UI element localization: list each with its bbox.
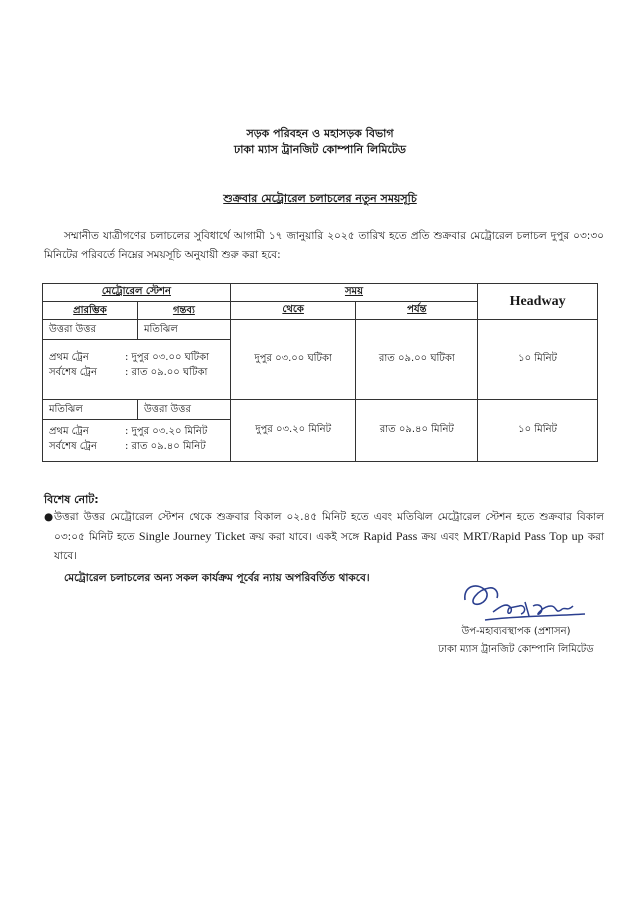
letterhead — [0, 126, 640, 158]
schedule-table — [42, 283, 598, 462]
destination-station: উত্তরা উত্তর — [144, 404, 191, 415]
ministry-name: সড়ক পরিবহন ও মহাসড়ক বিভাগ — [246, 127, 394, 140]
until-header: পর্যন্ত — [356, 302, 478, 320]
destination-station: মতিঝিল — [144, 324, 178, 335]
first-train-time: : দুপুর ০৩.০০ ঘটিকা — [125, 352, 210, 363]
headway-value: ১০ মিনিট — [478, 320, 598, 400]
closing-statement: মেট্রোরেল চলাচলের অন্য সকল কার্যক্রম পূর্বের ন্যায় অপরিবর্তিত থাকবে। — [64, 572, 370, 584]
last-train-label: সর্বশেষ ট্রেন — [49, 367, 97, 378]
station-subheader — [43, 302, 231, 320]
station-cell — [43, 320, 231, 400]
destination-header: গন্তব্য — [172, 305, 195, 316]
handwritten-signature — [455, 576, 590, 624]
headway-header: Headway — [478, 284, 598, 320]
first-train-label: প্রথম ট্রেন — [49, 426, 89, 437]
notice-title — [0, 190, 640, 209]
table-row — [43, 400, 598, 462]
special-note — [44, 508, 604, 566]
from-time: দুপুর ০৩.০০ ঘটিকা — [230, 320, 356, 400]
special-note-heading: বিশেষ নোট: — [44, 493, 99, 506]
special-note-text: উত্তরা উত্তর মেট্রোরেল স্টেশন থেকে শুক্রবার বিকাল ০২.৪৫ মিনিট হতে এবং মতিঝিল মেট্রোরেল স্টেশন হতে শুক্রবার বিকাল ০৩:০৫ মিনিট হতে Single Journey Ticket ক্রয় করা যাবে। একই সঙ্গে Rapid Pass ক্রয় এবং MRT/Rapid Pass Top up করা যাবে। — [54, 511, 604, 562]
signatory-company: ঢাকা ম্যাস ট্রানজিট কোম্পানি লিমিটেড — [438, 644, 594, 655]
topup-name: MRT/Rapid Pass Top up — [463, 529, 584, 543]
origin-station: উত্তরা উত্তর — [43, 320, 138, 340]
first-train-label: প্রথম ট্রেন — [49, 352, 89, 363]
last-train-label: সর্বশেষ ট্রেন — [49, 441, 97, 452]
origin-header: প্রারম্ভিক — [43, 302, 138, 319]
headway-value: ১০ মিনিট — [478, 400, 598, 462]
origin-station: মতিঝিল — [43, 400, 138, 420]
last-train-time: : রাত ০৯.৪০ মিনিট — [125, 441, 206, 452]
bullet-icon: ● — [44, 511, 54, 523]
company-name: ঢাকা ম্যাস ট্রানজিট কোম্পানি লিমিটেড — [233, 143, 407, 156]
first-train-time: : দুপুর ০৩.২০ মিনিট — [125, 426, 208, 437]
notice-title-text: শুক্রবার মেট্রোরেল চলাচলের নতুন সময়সূচি — [223, 192, 417, 205]
until-time: রাত ০৯.৪০ মিনিট — [356, 400, 478, 462]
intro-paragraph: সম্মানীত যাত্রীগণের চলাচলের সুবিধার্থে আগামী ১৭ জানুয়ারি ২০২৫ তারিখ হতে প্রতি শুক্রবার মেট্রোরেল চলাচল দুপুর ০৩:৩০ মিনিটের পরিবর্তে নিম্নের সময়সূচি অনুযায়ী শুরু করা হবে: — [44, 230, 604, 261]
from-header: থেকে — [230, 302, 356, 320]
last-train-time: : রাত ০৯.০০ ঘটিকা — [125, 367, 208, 378]
until-time: রাত ০৯.০০ ঘটিকা — [356, 320, 478, 400]
station-header: মেট্রোরেল স্টেশন — [43, 284, 231, 302]
signatory-designation: উপ-মহাব্যবস্থাপক (প্রশাসন) — [461, 626, 571, 637]
from-time: দুপুর ০৩.২০ মিনিট — [230, 400, 356, 462]
signatory-block — [426, 623, 606, 659]
time-header: সময় — [230, 284, 477, 302]
table-row — [43, 320, 598, 400]
ticket-name: Single Journey Ticket — [138, 529, 246, 543]
rapid-pass-name: Rapid Pass — [363, 529, 418, 543]
station-cell — [43, 400, 231, 462]
